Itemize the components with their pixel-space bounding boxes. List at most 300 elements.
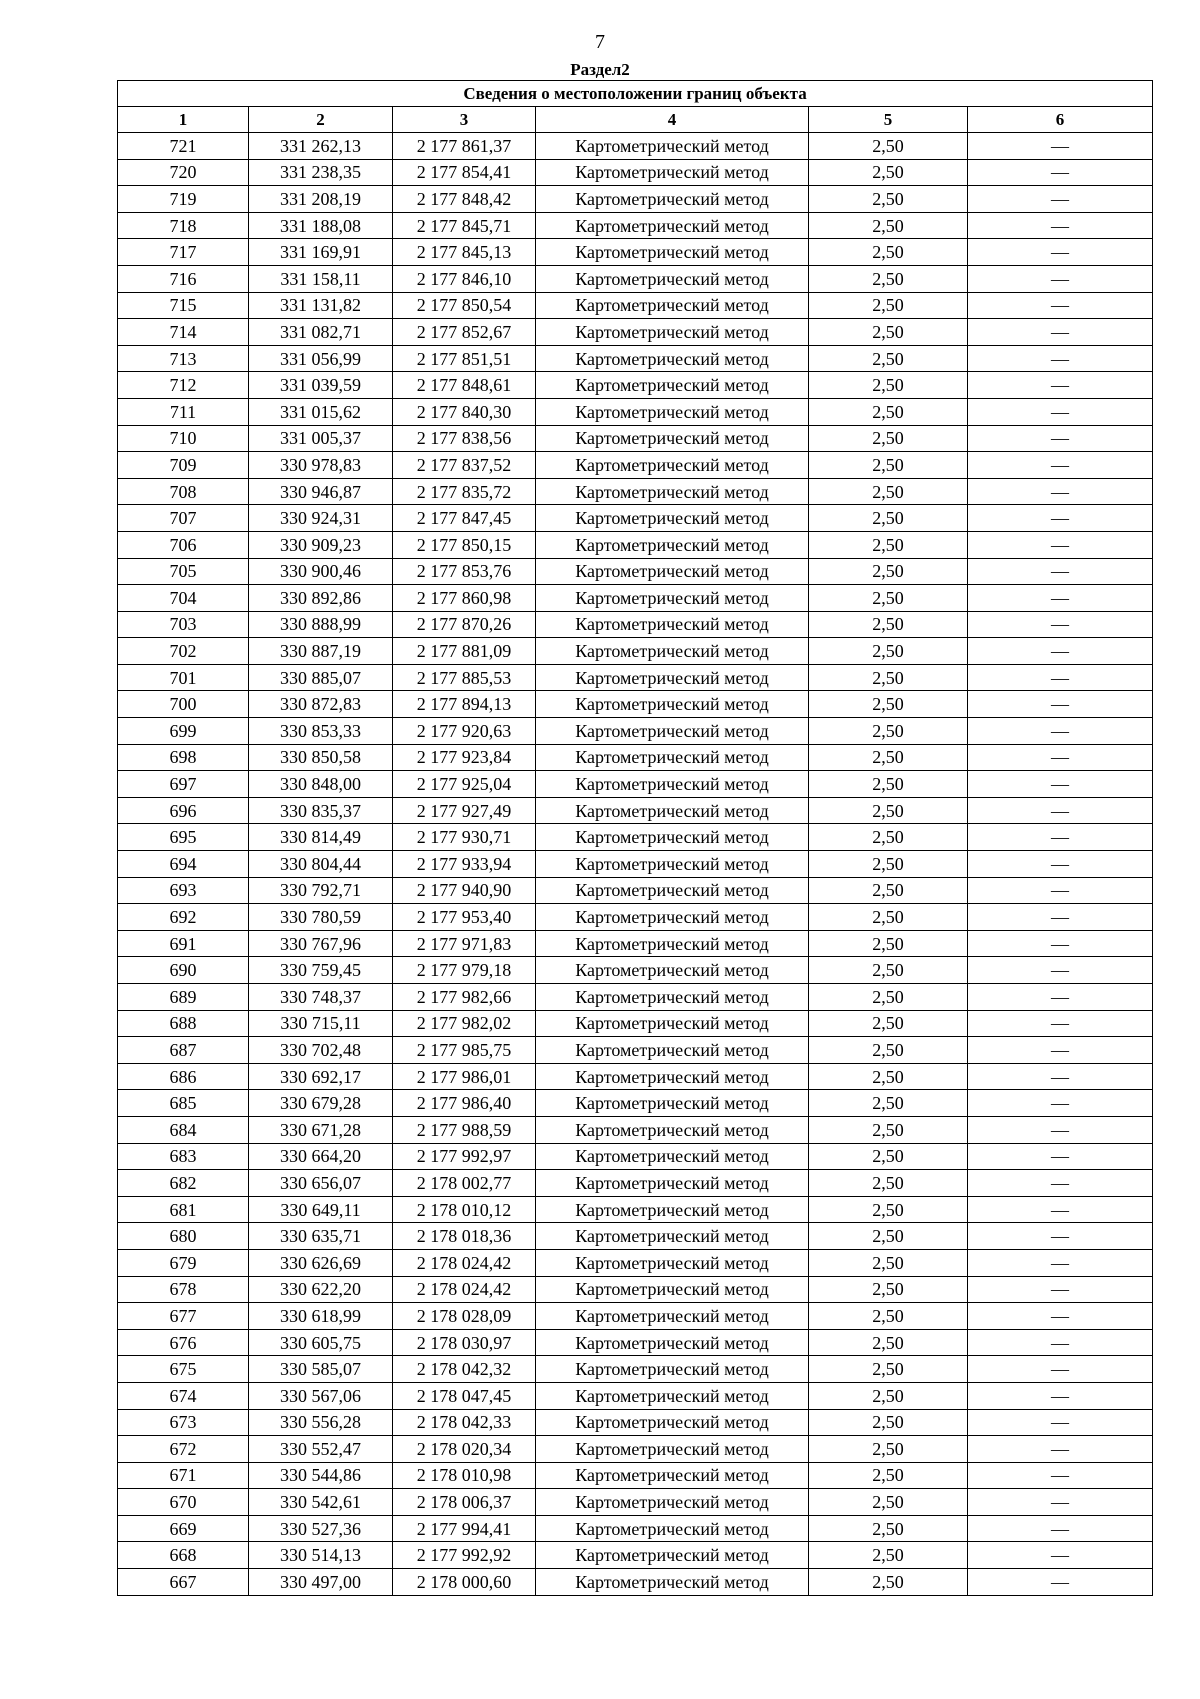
point-number-cell: 672 bbox=[118, 1436, 249, 1463]
y-coordinate-cell: 2 177 848,42 bbox=[393, 186, 536, 213]
point-number-cell: 707 bbox=[118, 505, 249, 532]
method-cell: Картометрический метод bbox=[536, 1489, 809, 1516]
method-cell: Картометрический метод bbox=[536, 425, 809, 452]
y-coordinate-cell: 2 177 994,41 bbox=[393, 1515, 536, 1542]
accuracy-cell: 2,50 bbox=[809, 1356, 968, 1383]
y-coordinate-cell: 2 177 953,40 bbox=[393, 904, 536, 931]
method-cell: Картометрический метод bbox=[536, 212, 809, 239]
description-cell: — bbox=[968, 797, 1153, 824]
point-number-cell: 682 bbox=[118, 1170, 249, 1197]
table-row bbox=[118, 1436, 1153, 1463]
x-coordinate-cell: 330 848,00 bbox=[249, 771, 393, 798]
point-number-cell: 697 bbox=[118, 771, 249, 798]
description-cell: — bbox=[968, 1223, 1153, 1250]
point-number-cell: 674 bbox=[118, 1382, 249, 1409]
x-coordinate-cell: 330 664,20 bbox=[249, 1143, 393, 1170]
description-cell: — bbox=[968, 345, 1153, 372]
accuracy-cell: 2,50 bbox=[809, 1329, 968, 1356]
x-coordinate-cell: 330 552,47 bbox=[249, 1436, 393, 1463]
table-row bbox=[118, 877, 1153, 904]
table-caption-row bbox=[118, 81, 1153, 107]
y-coordinate-cell: 2 178 018,36 bbox=[393, 1223, 536, 1250]
accuracy-cell: 2,50 bbox=[809, 372, 968, 399]
method-cell: Картометрический метод bbox=[536, 877, 809, 904]
accuracy-cell: 2,50 bbox=[809, 159, 968, 186]
method-cell: Картометрический метод bbox=[536, 505, 809, 532]
table-row bbox=[118, 957, 1153, 984]
table-row bbox=[118, 531, 1153, 558]
method-cell: Картометрический метод bbox=[536, 558, 809, 585]
table-row bbox=[118, 1329, 1153, 1356]
method-cell: Картометрический метод bbox=[536, 1010, 809, 1037]
y-coordinate-cell: 2 177 933,94 bbox=[393, 851, 536, 878]
point-number-cell: 671 bbox=[118, 1462, 249, 1489]
point-number-cell: 692 bbox=[118, 904, 249, 931]
y-coordinate-cell: 2 178 042,33 bbox=[393, 1409, 536, 1436]
description-cell: — bbox=[968, 531, 1153, 558]
x-coordinate-cell: 330 626,69 bbox=[249, 1249, 393, 1276]
y-coordinate-cell: 2 177 988,59 bbox=[393, 1116, 536, 1143]
description-cell: — bbox=[968, 1382, 1153, 1409]
point-number-cell: 699 bbox=[118, 718, 249, 745]
point-number-cell: 689 bbox=[118, 984, 249, 1011]
x-coordinate-cell: 331 158,11 bbox=[249, 265, 393, 292]
point-number-cell: 712 bbox=[118, 372, 249, 399]
method-cell: Картометрический метод bbox=[536, 1037, 809, 1064]
y-coordinate-cell: 2 177 979,18 bbox=[393, 957, 536, 984]
x-coordinate-cell: 330 885,07 bbox=[249, 664, 393, 691]
accuracy-cell: 2,50 bbox=[809, 1196, 968, 1223]
method-cell: Картометрический метод bbox=[536, 1462, 809, 1489]
table-row bbox=[118, 1489, 1153, 1516]
column-number-row bbox=[118, 107, 1153, 133]
method-cell: Картометрический метод bbox=[536, 1409, 809, 1436]
accuracy-cell: 2,50 bbox=[809, 425, 968, 452]
description-cell: — bbox=[968, 1462, 1153, 1489]
accuracy-cell: 2,50 bbox=[809, 718, 968, 745]
point-number-cell: 709 bbox=[118, 452, 249, 479]
x-coordinate-cell: 330 542,61 bbox=[249, 1489, 393, 1516]
table-row bbox=[118, 1063, 1153, 1090]
method-cell: Картометрический метод bbox=[536, 478, 809, 505]
point-number-cell: 696 bbox=[118, 797, 249, 824]
y-coordinate-cell: 2 177 992,92 bbox=[393, 1542, 536, 1569]
x-coordinate-cell: 330 527,36 bbox=[249, 1515, 393, 1542]
accuracy-cell: 2,50 bbox=[809, 851, 968, 878]
y-coordinate-cell: 2 178 020,34 bbox=[393, 1436, 536, 1463]
y-coordinate-cell: 2 177 851,51 bbox=[393, 345, 536, 372]
description-cell: — bbox=[968, 984, 1153, 1011]
x-coordinate-cell: 330 978,83 bbox=[249, 452, 393, 479]
x-coordinate-cell: 331 056,99 bbox=[249, 345, 393, 372]
point-number-cell: 693 bbox=[118, 877, 249, 904]
point-number-cell: 684 bbox=[118, 1116, 249, 1143]
method-cell: Картометрический метод bbox=[536, 797, 809, 824]
table-row bbox=[118, 505, 1153, 532]
y-coordinate-cell: 2 177 860,98 bbox=[393, 585, 536, 612]
column-number: 6 bbox=[968, 107, 1153, 133]
table-row bbox=[118, 398, 1153, 425]
x-coordinate-cell: 331 169,91 bbox=[249, 239, 393, 266]
method-cell: Картометрический метод bbox=[536, 1276, 809, 1303]
point-number-cell: 711 bbox=[118, 398, 249, 425]
column-number: 4 bbox=[536, 107, 809, 133]
method-cell: Картометрический метод bbox=[536, 904, 809, 931]
point-number-cell: 714 bbox=[118, 319, 249, 346]
y-coordinate-cell: 2 178 006,37 bbox=[393, 1489, 536, 1516]
accuracy-cell: 2,50 bbox=[809, 638, 968, 665]
table-body bbox=[118, 133, 1153, 1596]
method-cell: Картометрический метод bbox=[536, 531, 809, 558]
description-cell: — bbox=[968, 1356, 1153, 1383]
y-coordinate-cell: 2 177 923,84 bbox=[393, 744, 536, 771]
table-row bbox=[118, 585, 1153, 612]
x-coordinate-cell: 331 005,37 bbox=[249, 425, 393, 452]
table-row bbox=[118, 478, 1153, 505]
x-coordinate-cell: 330 850,58 bbox=[249, 744, 393, 771]
description-cell: — bbox=[968, 1515, 1153, 1542]
accuracy-cell: 2,50 bbox=[809, 452, 968, 479]
table-row bbox=[118, 265, 1153, 292]
y-coordinate-cell: 2 177 837,52 bbox=[393, 452, 536, 479]
y-coordinate-cell: 2 177 992,97 bbox=[393, 1143, 536, 1170]
method-cell: Картометрический метод bbox=[536, 292, 809, 319]
x-coordinate-cell: 330 544,86 bbox=[249, 1462, 393, 1489]
accuracy-cell: 2,50 bbox=[809, 1462, 968, 1489]
y-coordinate-cell: 2 177 845,71 bbox=[393, 212, 536, 239]
description-cell: — bbox=[968, 159, 1153, 186]
method-cell: Картометрический метод bbox=[536, 345, 809, 372]
x-coordinate-cell: 330 888,99 bbox=[249, 611, 393, 638]
point-number-cell: 688 bbox=[118, 1010, 249, 1037]
method-cell: Картометрический метод bbox=[536, 851, 809, 878]
x-coordinate-cell: 331 131,82 bbox=[249, 292, 393, 319]
method-cell: Картометрический метод bbox=[536, 1249, 809, 1276]
y-coordinate-cell: 2 178 010,12 bbox=[393, 1196, 536, 1223]
table-row bbox=[118, 611, 1153, 638]
point-number-cell: 679 bbox=[118, 1249, 249, 1276]
description-cell: — bbox=[968, 824, 1153, 851]
y-coordinate-cell: 2 177 848,61 bbox=[393, 372, 536, 399]
point-number-cell: 719 bbox=[118, 186, 249, 213]
method-cell: Картометрический метод bbox=[536, 664, 809, 691]
table-row bbox=[118, 824, 1153, 851]
point-number-cell: 720 bbox=[118, 159, 249, 186]
description-cell: — bbox=[968, 1063, 1153, 1090]
table-row bbox=[118, 904, 1153, 931]
y-coordinate-cell: 2 177 985,75 bbox=[393, 1037, 536, 1064]
x-coordinate-cell: 330 804,44 bbox=[249, 851, 393, 878]
table-row bbox=[118, 186, 1153, 213]
table-row bbox=[118, 797, 1153, 824]
y-coordinate-cell: 2 177 854,41 bbox=[393, 159, 536, 186]
table-row bbox=[118, 1515, 1153, 1542]
description-cell: — bbox=[968, 718, 1153, 745]
x-coordinate-cell: 331 039,59 bbox=[249, 372, 393, 399]
x-coordinate-cell: 330 497,00 bbox=[249, 1569, 393, 1596]
accuracy-cell: 2,50 bbox=[809, 957, 968, 984]
y-coordinate-cell: 2 177 847,45 bbox=[393, 505, 536, 532]
table-row bbox=[118, 558, 1153, 585]
y-coordinate-cell: 2 177 986,40 bbox=[393, 1090, 536, 1117]
table-row bbox=[118, 1170, 1153, 1197]
y-coordinate-cell: 2 177 971,83 bbox=[393, 930, 536, 957]
accuracy-cell: 2,50 bbox=[809, 1489, 968, 1516]
y-coordinate-cell: 2 178 010,98 bbox=[393, 1462, 536, 1489]
method-cell: Картометрический метод bbox=[536, 1090, 809, 1117]
point-number-cell: 667 bbox=[118, 1569, 249, 1596]
accuracy-cell: 2,50 bbox=[809, 265, 968, 292]
x-coordinate-cell: 330 692,17 bbox=[249, 1063, 393, 1090]
method-cell: Картометрический метод bbox=[536, 611, 809, 638]
description-cell: — bbox=[968, 186, 1153, 213]
table-row bbox=[118, 930, 1153, 957]
method-cell: Картометрический метод bbox=[536, 265, 809, 292]
accuracy-cell: 2,50 bbox=[809, 1409, 968, 1436]
description-cell: — bbox=[968, 1542, 1153, 1569]
table-row bbox=[118, 159, 1153, 186]
table-row bbox=[118, 691, 1153, 718]
method-cell: Картометрический метод bbox=[536, 1116, 809, 1143]
description-cell: — bbox=[968, 1276, 1153, 1303]
description-cell: — bbox=[968, 558, 1153, 585]
y-coordinate-cell: 2 177 840,30 bbox=[393, 398, 536, 425]
x-coordinate-cell: 330 792,71 bbox=[249, 877, 393, 904]
point-number-cell: 715 bbox=[118, 292, 249, 319]
accuracy-cell: 2,50 bbox=[809, 1303, 968, 1330]
accuracy-cell: 2,50 bbox=[809, 1382, 968, 1409]
description-cell: — bbox=[968, 957, 1153, 984]
y-coordinate-cell: 2 178 042,32 bbox=[393, 1356, 536, 1383]
point-number-cell: 686 bbox=[118, 1063, 249, 1090]
x-coordinate-cell: 330 556,28 bbox=[249, 1409, 393, 1436]
table-row bbox=[118, 638, 1153, 665]
point-number-cell: 690 bbox=[118, 957, 249, 984]
accuracy-cell: 2,50 bbox=[809, 664, 968, 691]
table-row bbox=[118, 744, 1153, 771]
y-coordinate-cell: 2 177 852,67 bbox=[393, 319, 536, 346]
method-cell: Картометрический метод bbox=[536, 824, 809, 851]
point-number-cell: 721 bbox=[118, 133, 249, 160]
x-coordinate-cell: 330 649,11 bbox=[249, 1196, 393, 1223]
accuracy-cell: 2,50 bbox=[809, 505, 968, 532]
y-coordinate-cell: 2 178 024,42 bbox=[393, 1276, 536, 1303]
x-coordinate-cell: 330 635,71 bbox=[249, 1223, 393, 1250]
description-cell: — bbox=[968, 904, 1153, 931]
point-number-cell: 703 bbox=[118, 611, 249, 638]
accuracy-cell: 2,50 bbox=[809, 611, 968, 638]
accuracy-cell: 2,50 bbox=[809, 1249, 968, 1276]
x-coordinate-cell: 330 622,20 bbox=[249, 1276, 393, 1303]
method-cell: Картометрический метод bbox=[536, 1329, 809, 1356]
accuracy-cell: 2,50 bbox=[809, 585, 968, 612]
point-number-cell: 676 bbox=[118, 1329, 249, 1356]
accuracy-cell: 2,50 bbox=[809, 1542, 968, 1569]
table-row bbox=[118, 1010, 1153, 1037]
accuracy-cell: 2,50 bbox=[809, 930, 968, 957]
description-cell: — bbox=[968, 478, 1153, 505]
description-cell: — bbox=[968, 1303, 1153, 1330]
x-coordinate-cell: 330 702,48 bbox=[249, 1037, 393, 1064]
method-cell: Картометрический метод bbox=[536, 1382, 809, 1409]
point-number-cell: 673 bbox=[118, 1409, 249, 1436]
accuracy-cell: 2,50 bbox=[809, 133, 968, 160]
method-cell: Картометрический метод bbox=[536, 585, 809, 612]
table-row bbox=[118, 1090, 1153, 1117]
method-cell: Картометрический метод bbox=[536, 984, 809, 1011]
method-cell: Картометрический метод bbox=[536, 691, 809, 718]
table-row bbox=[118, 984, 1153, 1011]
point-number-cell: 717 bbox=[118, 239, 249, 266]
table-row bbox=[118, 1276, 1153, 1303]
method-cell: Картометрический метод bbox=[536, 319, 809, 346]
description-cell: — bbox=[968, 691, 1153, 718]
table-row bbox=[118, 345, 1153, 372]
method-cell: Картометрический метод bbox=[536, 1063, 809, 1090]
point-number-cell: 668 bbox=[118, 1542, 249, 1569]
accuracy-cell: 2,50 bbox=[809, 478, 968, 505]
point-number-cell: 706 bbox=[118, 531, 249, 558]
table-caption: Сведения о местоположении границ объекта bbox=[118, 81, 1153, 107]
description-cell: — bbox=[968, 1249, 1153, 1276]
table-row bbox=[118, 664, 1153, 691]
y-coordinate-cell: 2 177 982,02 bbox=[393, 1010, 536, 1037]
y-coordinate-cell: 2 178 028,09 bbox=[393, 1303, 536, 1330]
method-cell: Картометрический метод bbox=[536, 1542, 809, 1569]
accuracy-cell: 2,50 bbox=[809, 1116, 968, 1143]
table-row bbox=[118, 372, 1153, 399]
column-number: 5 bbox=[809, 107, 968, 133]
method-cell: Картометрический метод bbox=[536, 1436, 809, 1463]
method-cell: Картометрический метод bbox=[536, 718, 809, 745]
accuracy-cell: 2,50 bbox=[809, 984, 968, 1011]
y-coordinate-cell: 2 177 927,49 bbox=[393, 797, 536, 824]
table-row bbox=[118, 1409, 1153, 1436]
description-cell: — bbox=[968, 372, 1153, 399]
description-cell: — bbox=[968, 292, 1153, 319]
description-cell: — bbox=[968, 1143, 1153, 1170]
description-cell: — bbox=[968, 1409, 1153, 1436]
table-row bbox=[118, 319, 1153, 346]
x-coordinate-cell: 330 780,59 bbox=[249, 904, 393, 931]
description-cell: — bbox=[968, 425, 1153, 452]
y-coordinate-cell: 2 178 030,97 bbox=[393, 1329, 536, 1356]
point-number-cell: 681 bbox=[118, 1196, 249, 1223]
table-row bbox=[118, 452, 1153, 479]
accuracy-cell: 2,50 bbox=[809, 1143, 968, 1170]
method-cell: Картометрический метод bbox=[536, 1223, 809, 1250]
x-coordinate-cell: 330 872,83 bbox=[249, 691, 393, 718]
x-coordinate-cell: 331 238,35 bbox=[249, 159, 393, 186]
table-row bbox=[118, 1382, 1153, 1409]
method-cell: Картометрический метод bbox=[536, 1356, 809, 1383]
y-coordinate-cell: 2 177 982,66 bbox=[393, 984, 536, 1011]
x-coordinate-cell: 330 853,33 bbox=[249, 718, 393, 745]
x-coordinate-cell: 330 946,87 bbox=[249, 478, 393, 505]
accuracy-cell: 2,50 bbox=[809, 319, 968, 346]
table-row bbox=[118, 1303, 1153, 1330]
accuracy-cell: 2,50 bbox=[809, 691, 968, 718]
y-coordinate-cell: 2 178 047,45 bbox=[393, 1382, 536, 1409]
description-cell: — bbox=[968, 1170, 1153, 1197]
x-coordinate-cell: 330 679,28 bbox=[249, 1090, 393, 1117]
method-cell: Картометрический метод bbox=[536, 372, 809, 399]
description-cell: — bbox=[968, 212, 1153, 239]
method-cell: Картометрический метод bbox=[536, 1303, 809, 1330]
page-number: 7 bbox=[595, 31, 605, 53]
method-cell: Картометрический метод bbox=[536, 1569, 809, 1596]
method-cell: Картометрический метод bbox=[536, 638, 809, 665]
point-number-cell: 704 bbox=[118, 585, 249, 612]
y-coordinate-cell: 2 177 846,10 bbox=[393, 265, 536, 292]
method-cell: Картометрический метод bbox=[536, 159, 809, 186]
x-coordinate-cell: 330 909,23 bbox=[249, 531, 393, 558]
point-number-cell: 670 bbox=[118, 1489, 249, 1516]
description-cell: — bbox=[968, 1489, 1153, 1516]
table-row bbox=[118, 1249, 1153, 1276]
accuracy-cell: 2,50 bbox=[809, 1436, 968, 1463]
accuracy-cell: 2,50 bbox=[809, 1037, 968, 1064]
table-row bbox=[118, 133, 1153, 160]
table-row bbox=[118, 771, 1153, 798]
table-row bbox=[118, 1462, 1153, 1489]
table-row bbox=[118, 212, 1153, 239]
method-cell: Картометрический метод bbox=[536, 133, 809, 160]
table-row bbox=[118, 1569, 1153, 1596]
accuracy-cell: 2,50 bbox=[809, 1276, 968, 1303]
table-row bbox=[118, 851, 1153, 878]
x-coordinate-cell: 330 748,37 bbox=[249, 984, 393, 1011]
table-row bbox=[118, 1037, 1153, 1064]
x-coordinate-cell: 331 262,13 bbox=[249, 133, 393, 160]
x-coordinate-cell: 330 671,28 bbox=[249, 1116, 393, 1143]
description-cell: — bbox=[968, 1010, 1153, 1037]
x-coordinate-cell: 331 015,62 bbox=[249, 398, 393, 425]
method-cell: Картометрический метод bbox=[536, 398, 809, 425]
point-number-cell: 716 bbox=[118, 265, 249, 292]
y-coordinate-cell: 2 177 853,76 bbox=[393, 558, 536, 585]
method-cell: Картометрический метод bbox=[536, 930, 809, 957]
accuracy-cell: 2,50 bbox=[809, 1515, 968, 1542]
method-cell: Картометрический метод bbox=[536, 1170, 809, 1197]
accuracy-cell: 2,50 bbox=[809, 1223, 968, 1250]
accuracy-cell: 2,50 bbox=[809, 398, 968, 425]
accuracy-cell: 2,50 bbox=[809, 877, 968, 904]
y-coordinate-cell: 2 177 885,53 bbox=[393, 664, 536, 691]
description-cell: — bbox=[968, 133, 1153, 160]
y-coordinate-cell: 2 177 845,13 bbox=[393, 239, 536, 266]
x-coordinate-cell: 331 082,71 bbox=[249, 319, 393, 346]
point-number-cell: 698 bbox=[118, 744, 249, 771]
x-coordinate-cell: 330 585,07 bbox=[249, 1356, 393, 1383]
point-number-cell: 675 bbox=[118, 1356, 249, 1383]
description-cell: — bbox=[968, 1116, 1153, 1143]
accuracy-cell: 2,50 bbox=[809, 771, 968, 798]
x-coordinate-cell: 330 924,31 bbox=[249, 505, 393, 532]
method-cell: Картометрический метод bbox=[536, 1143, 809, 1170]
x-coordinate-cell: 330 567,06 bbox=[249, 1382, 393, 1409]
point-number-cell: 700 bbox=[118, 691, 249, 718]
table-row bbox=[118, 1116, 1153, 1143]
y-coordinate-cell: 2 177 986,01 bbox=[393, 1063, 536, 1090]
x-coordinate-cell: 330 759,45 bbox=[249, 957, 393, 984]
x-coordinate-cell: 330 767,96 bbox=[249, 930, 393, 957]
accuracy-cell: 2,50 bbox=[809, 345, 968, 372]
accuracy-cell: 2,50 bbox=[809, 1569, 968, 1596]
point-number-cell: 677 bbox=[118, 1303, 249, 1330]
point-number-cell: 685 bbox=[118, 1090, 249, 1117]
description-cell: — bbox=[968, 319, 1153, 346]
